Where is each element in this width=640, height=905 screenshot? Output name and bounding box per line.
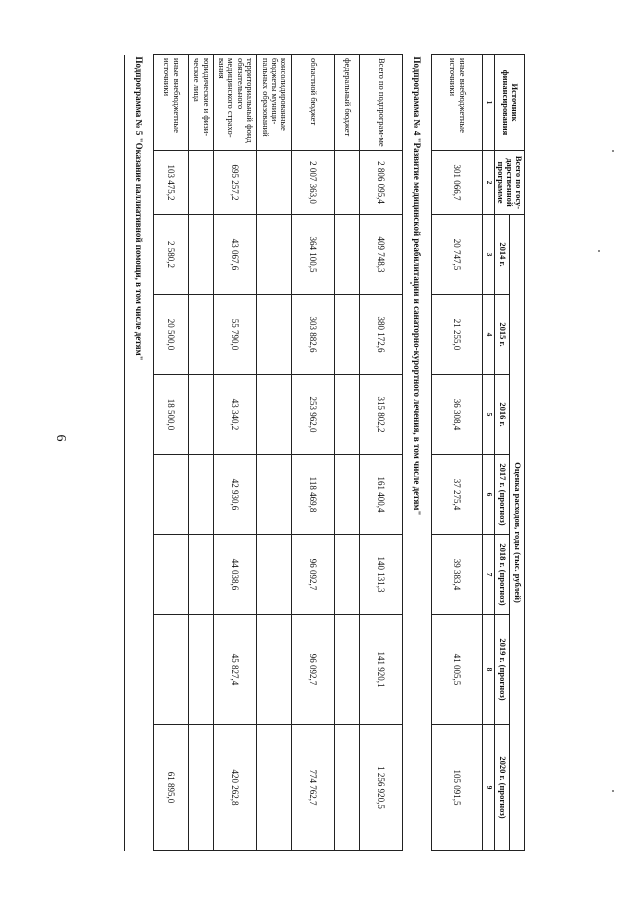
cell-value: 36 308,4 bbox=[432, 375, 483, 455]
cell-value: 409 748,3 bbox=[360, 215, 403, 295]
table-row bbox=[154, 55, 189, 851]
cell-value bbox=[335, 215, 360, 295]
cell-value: 2 007 363,0 bbox=[292, 151, 335, 215]
header-2020: 2020 г. (прогноз) bbox=[495, 725, 510, 851]
header-estimate-group: Оценка расходов, годы (тыс. рублей) bbox=[510, 215, 525, 851]
cell-value bbox=[257, 151, 292, 215]
cell-value bbox=[189, 215, 214, 295]
header-2017: 2017 г. (прогноз) bbox=[495, 455, 510, 535]
cell-value: 18 500,0 bbox=[154, 375, 189, 455]
budget-sheet bbox=[115, 54, 525, 850]
cell-value: 96 092,7 bbox=[292, 615, 335, 725]
cell-value: 44 038,6 bbox=[214, 535, 257, 615]
row-label: иные внебюджетные источники bbox=[154, 55, 189, 151]
cell-value bbox=[335, 615, 360, 725]
row-label: иные внебюджетные источники bbox=[432, 55, 483, 151]
page-number: 6 bbox=[53, 434, 68, 442]
column-number: 2 bbox=[483, 151, 495, 215]
cell-value bbox=[189, 295, 214, 375]
cell-value bbox=[154, 535, 189, 615]
cell-value: 695 257,2 bbox=[214, 151, 257, 215]
cell-value bbox=[335, 151, 360, 215]
header-2019: 2019 г. (прогноз) bbox=[495, 615, 510, 725]
cell-value: 61 895,0 bbox=[154, 725, 189, 851]
cell-value bbox=[335, 455, 360, 535]
row-label: юридические и физи-ческие лица bbox=[189, 55, 214, 151]
cell-value bbox=[335, 295, 360, 375]
cell-value: 303 882,6 bbox=[292, 295, 335, 375]
column-number: 7 bbox=[483, 535, 495, 615]
header-source: Источник финансирования bbox=[495, 55, 525, 151]
table-row bbox=[432, 55, 483, 851]
cell-value: 45 827,4 bbox=[214, 615, 257, 725]
cell-value: 96 092,7 bbox=[292, 535, 335, 615]
cell-value bbox=[257, 455, 292, 535]
column-number: 9 bbox=[483, 725, 495, 851]
cell-value: 21 255,0 bbox=[432, 295, 483, 375]
cell-value: 105 091,5 bbox=[432, 725, 483, 851]
cell-value: 774 762,7 bbox=[292, 725, 335, 851]
header-2014: 2014 г. bbox=[495, 215, 510, 295]
cell-value: 118 469,8 bbox=[292, 455, 335, 535]
header-2016: 2016 г. bbox=[495, 375, 510, 455]
cell-value: 380 172,6 bbox=[360, 295, 403, 375]
scan-speck bbox=[598, 250, 600, 252]
cell-value bbox=[335, 375, 360, 455]
cell-value: 43 340,2 bbox=[214, 375, 257, 455]
cell-value bbox=[257, 535, 292, 615]
table-row bbox=[335, 55, 360, 851]
cell-value: 20 500,0 bbox=[154, 295, 189, 375]
cell-value: 2 580,2 bbox=[154, 215, 189, 295]
cell-value: 41 005,5 bbox=[432, 615, 483, 725]
row-label: консолидированные бюджеты муници-пальных образований bbox=[257, 55, 292, 151]
cell-value bbox=[189, 151, 214, 215]
scan-speck bbox=[410, 282, 412, 284]
cell-value: 1 256 920,5 bbox=[360, 725, 403, 851]
cell-value: 55 790,0 bbox=[214, 295, 257, 375]
column-number: 4 bbox=[483, 295, 495, 375]
cell-value bbox=[335, 535, 360, 615]
cell-value: 161 400,4 bbox=[360, 455, 403, 535]
cell-value bbox=[335, 725, 360, 851]
cell-value: 364 100,5 bbox=[292, 215, 335, 295]
scan-speck bbox=[612, 150, 614, 152]
cell-value bbox=[189, 455, 214, 535]
cell-value: 140 131,3 bbox=[360, 535, 403, 615]
cell-value: 2 806 095,4 bbox=[360, 151, 403, 215]
row-label: территориальный фонд обязательного медицинского страхо-вания bbox=[214, 55, 257, 151]
cell-value: 43 067,6 bbox=[214, 215, 257, 295]
table-row bbox=[292, 55, 335, 851]
header-2018: 2018 г. (прогноз) bbox=[495, 535, 510, 615]
column-number: 1 bbox=[483, 55, 495, 151]
cell-value bbox=[189, 535, 214, 615]
subprogram-5-title: Подпрограмма № 5 "Оказание паллиативной помощи, в том числе детям" bbox=[125, 55, 154, 851]
table-row bbox=[360, 55, 403, 851]
cell-value bbox=[257, 725, 292, 851]
column-number: 3 bbox=[483, 215, 495, 295]
table-row bbox=[189, 55, 214, 851]
column-number: 8 bbox=[483, 615, 495, 725]
cell-value: 315 802,2 bbox=[360, 375, 403, 455]
table-row bbox=[214, 55, 257, 851]
cell-value bbox=[257, 295, 292, 375]
cell-value bbox=[189, 615, 214, 725]
scan-speck bbox=[612, 790, 614, 792]
cell-value: 103 475,2 bbox=[154, 151, 189, 215]
header-2015: 2015 г. bbox=[495, 295, 510, 375]
column-number: 6 bbox=[483, 455, 495, 535]
column-number: 5 bbox=[483, 375, 495, 455]
cell-value bbox=[257, 215, 292, 295]
cell-value: 39 383,4 bbox=[432, 535, 483, 615]
section-heading-row bbox=[403, 55, 432, 851]
section-heading-row bbox=[125, 55, 154, 851]
cell-value: 420 262,8 bbox=[214, 725, 257, 851]
cell-value bbox=[189, 725, 214, 851]
cell-value bbox=[257, 615, 292, 725]
cell-value bbox=[154, 615, 189, 725]
cell-value: 301 066,7 bbox=[432, 151, 483, 215]
cell-value: 253 962,0 bbox=[292, 375, 335, 455]
subprogram-4-title: Подпрограмма № 4 "Развитие медицинской реабилитации и санаторно-курортного лечения, в том числе детям" bbox=[403, 55, 432, 851]
cell-value: 37 275,4 bbox=[432, 455, 483, 535]
cell-value bbox=[154, 455, 189, 535]
row-label: федеральный бюджет bbox=[335, 55, 360, 151]
header-total: Всего по госу-дарственной программе bbox=[495, 151, 525, 215]
cell-value: 141 920,1 bbox=[360, 615, 403, 725]
cell-value: 42 930,6 bbox=[214, 455, 257, 535]
cell-value bbox=[189, 375, 214, 455]
cell-value: 20 747,5 bbox=[432, 215, 483, 295]
row-label: Всего по подпрограм-ме bbox=[360, 55, 403, 151]
budget-table bbox=[124, 54, 525, 851]
cell-value bbox=[257, 375, 292, 455]
table-row bbox=[257, 55, 292, 851]
row-label: областной бюджет bbox=[292, 55, 335, 151]
